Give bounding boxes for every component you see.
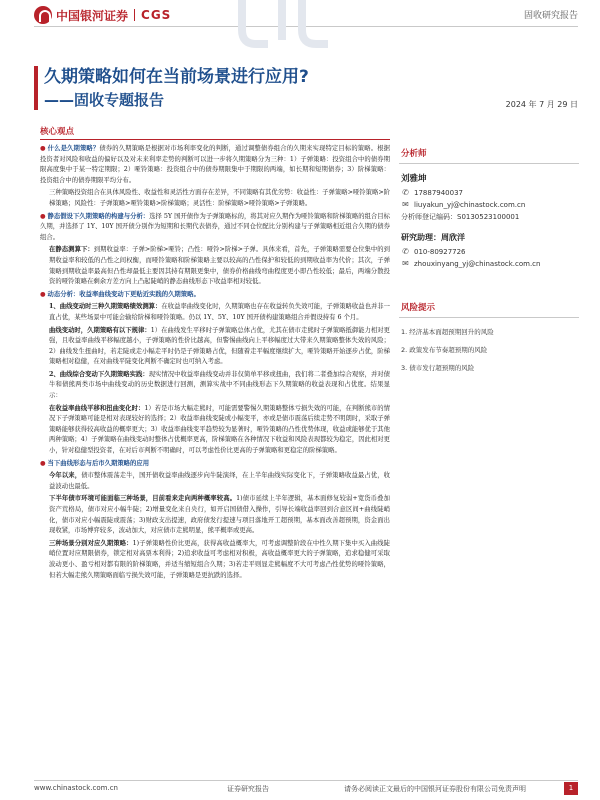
footer-divider <box>34 780 578 781</box>
logo-icon <box>34 6 52 24</box>
logo-text-en: CGS <box>141 8 172 22</box>
paragraph-text: 1）在曲线发生平移时子弹策略总体占优，尤其在债市走熊时子弹策略抵御能力相对更强，且收益率曲线平移幅度越小，子弹策略的性价比越高，但警惕曲线向上平移幅度过大带来久期策略整体失效的风险；2）曲线发生扭曲时，若走陡或走小幅走平时仍是子弹策略占优，但随着走平幅度继续扩大，哑铃策略开始逐步占优，阶梯策略相对稳健，在对曲线平陡变化判断不确定时也可纳入考虑。 <box>49 326 390 366</box>
footer-website[interactable]: www.chinastock.com.cn <box>34 784 118 792</box>
body-paragraph <box>40 539 390 581</box>
assistant-phone-text: 010-80927726 <box>414 247 466 256</box>
paragraph-lead: 三种场景分别对应久期策略： <box>49 539 133 547</box>
body-paragraph <box>40 290 390 301</box>
title-accent-bar <box>34 66 38 110</box>
paragraph-text: 债市整体震荡走牛，国开债收益率曲线逐步向牛陡演绎，在上半年曲线实际变化下，子弹策略收益最占优，收益波动也最低。 <box>49 472 390 490</box>
analyst-section-title: 分析师 <box>399 139 579 164</box>
paragraph-lead: 静态假设下久期策略的构建与分析： <box>47 212 150 220</box>
paragraph-lead: 今年以来， <box>49 472 82 480</box>
risk-item: 2. 政策发布节奏超预期的风险 <box>401 346 488 354</box>
report-title: 久期策略如何在当前场景进行应用? <box>44 67 309 87</box>
paragraph-text: 现实情况中收益率曲线变动并非仅简单平移或扭曲，我们将二者叠加综合观察，并对债牛和债熊两类市场中曲线变动的历史数据进行回测，测算实战中不同曲线形态下久期策略的收益表现和占优度。结果显示： <box>49 370 390 400</box>
paragraph-lead: 动态分析：收益率曲线变动下更贴近实践的久期策略。 <box>47 290 200 298</box>
bullet-icon: ● <box>40 459 46 467</box>
analyst-name: 刘雅坤 <box>401 174 427 184</box>
body-paragraph <box>40 370 390 402</box>
footer-disclaimer: 请务必阅读正文最后的中国银河证券股份有限公司免责声明 <box>344 785 526 793</box>
paragraph-text: 到期收益率：子弹>阶梯>哑铃；凸性：哑铃>阶梯>子弹。具体来看，首先，子弹策略需要仓位集中的到期收益率和较低的凸性之间权衡，而哑铃策略和阶梯策略主要以较高的凸性保护和较低的到期收益率为代价；其次，子弹策略到期收益率最高但凸性却最低主要因其持有期限更集中，债券价格曲线弯曲程度更小即凸性较低；最后，两端分散投资的哑铃策略在剩余方差方向上凸起陡峭的静态曲线形态下收益率相对较低。 <box>49 246 390 286</box>
page-number: 1 <box>564 782 578 795</box>
body-paragraph <box>40 471 390 492</box>
paragraph-lead: 曲线变动时，久期策略有以下规律： <box>49 326 151 334</box>
analyst-cert <box>401 212 579 222</box>
paragraph-text: 1）若是市场大幅走熊时，可能需要警惕久期策略整体亏损失效的可能，在判断熊市的情况下子弹策略可能是相对表现较好的选择；2）收益率曲线变陡或小幅变平，亦或是债市震荡后续走势不明朗时，采取子弹策略能够获得较高收益的概率更大；3）收益率曲线变平趋势较为显著时，哑铃策略的凸性优势体现，收益或能够优于其他两种策略；4）子弹策略在曲线变动时整体占优概率更高，阶梯策略在各种情况下收益和风险表现都较为稳定，因此相对更小，针对稳健型投资者，在对后市判断不明确时，可以考虑性价比更高的子弹策略和更稳定的阶梯策略。 <box>49 404 390 455</box>
paragraph-text: 债券的久期策略是根据对市场利率变化的判断，通过调整债券组合的久期来实现特定目标的策略。根据投资者对风险和收益的偏好以及对未来利率走势的判断可以进一步将久期策略分为三种：1）子弹策略：投资组合中的债券期限高度集中于某一特定期限；2）哑铃策略：投资组合中的债券期限集中于期限的两端，如长期和短期债券；3）阶梯策略：投资组合中的债券期限平均分布。 <box>40 145 390 184</box>
body-paragraph <box>40 144 390 186</box>
document-type: 固收研究报告 <box>523 11 578 21</box>
logo-text-cn: 中国银河证券 <box>56 8 129 23</box>
paragraph-lead: 在静态测算下： <box>49 246 94 254</box>
body-paragraph <box>40 326 390 368</box>
footer-center-label: 证券研究报告 <box>227 785 269 793</box>
paragraph-text: 三种策略投资组合在具体风险性、收益性和灵活性方面存在差异，不同策略有其优劣势：收益性：子弹策略>哑铃策略>阶梯策略；风险性：子弹策略>哑铃策略>阶梯策略；灵活性：阶梯策略>哑铃策略>子弹策略。 <box>49 189 390 207</box>
paragraph-lead: 什么是久期策略？ <box>47 145 100 152</box>
risk-item: 3. 债市发行超预期的风险 <box>401 364 475 372</box>
risk-section-title: 风险提示 <box>399 293 579 318</box>
body-paragraph <box>40 188 390 209</box>
paragraph-lead: 2、曲线综合变动下久期策略实践： <box>49 370 149 378</box>
bullet-icon: ● <box>40 290 46 298</box>
body-paragraph <box>40 459 390 470</box>
analyst-cert-text: 分析师登记编码：S0130523100001 <box>401 213 520 221</box>
watermark-graphic <box>232 0 332 48</box>
analyst-email-text[interactable]: liuyakun_yj@chinastock.com.cn <box>414 200 526 209</box>
main-content <box>40 139 390 772</box>
bullet-icon: ● <box>40 212 46 220</box>
paragraph-text: 选择 5Y 国开债作为子弹策略标的，将其对应久期作为哑铃策略和阶梯策略的组合目标久期，并选择了 1Y、10Y 国开债分别作为短期和长期代表债券，通过不同仓位配比分别构建与子弹策略相近组合久期的债券组合。 <box>40 212 390 241</box>
paragraph-lead: 当下曲线形态与后市久期策略的应用 <box>47 459 150 467</box>
body-paragraph <box>40 212 390 244</box>
phone-icon: ✆ <box>402 247 409 256</box>
email-icon: ✉ <box>402 200 409 209</box>
logo-divider <box>134 9 135 21</box>
body-paragraph <box>40 494 390 536</box>
analyst-phone <box>401 188 579 197</box>
assistant-phone <box>401 247 579 256</box>
report-subtitle: ——固收专题报告 <box>44 91 165 109</box>
paragraph-lead: 下半年债市环境可能面临三种场景，目前看来走向两种概率较高。 <box>49 495 237 503</box>
assistant-email <box>401 259 579 268</box>
paragraph-text: 在收益率曲线变化时，久期策略也存在收益转负失效可能，子弹策略收益也并非一直占优，某些场景中可能会输给阶梯和哑铃策略。仍以 1Y、5Y、10Y 国开债构建策略组合并假设持有 6 个月。 <box>49 303 390 321</box>
phone-icon: ✆ <box>402 188 409 197</box>
section-heading-core-views: 核心观点 <box>40 127 75 137</box>
paragraph-text: 1)子弹策略性价比更高，获得高收益概率大，可考虑调整阶段在中性久期下集中买入曲线陡峭位置对应期限债券，锁定相对高票本利得；2)追求收益可考虑相对积极，高收益概率更大的子弹策略，追求稳健可采取波动更小、盈亏相对都有限的阶梯策略，并适当缩短组合久期；3)若走平则显走熊幅度不大可考虑凸性优势的哑铃策略，但若大幅走熊久期策略面临亏损失效可能，子弹策略是更抗跌的选择。 <box>49 539 390 579</box>
bullet-icon: ● <box>40 145 46 152</box>
assistant-email-text[interactable]: zhouxinyang_yj@chinastock.com.cn <box>414 259 541 268</box>
body-paragraph <box>40 245 390 287</box>
analyst-phone-text: 17887940037 <box>414 188 463 197</box>
email-icon: ✉ <box>402 259 409 268</box>
body-paragraph <box>40 404 390 457</box>
body-paragraph <box>40 302 390 323</box>
risk-item: 1. 经济基本面超预期回升的风险 <box>401 328 494 336</box>
sidebar <box>399 139 579 372</box>
paragraph-text: 1)债市延续上半年逻辑，基本面修复较弱+宽货币叠加资产荒格局，债市对应小幅牛陡；2)增量变化来自央行，如开启国债借入操作，引导长端收益率回到合意区间+曲线陡峭化，债市对应小幅震陡或震荡；3)财政支出提速，政府债发行提速与项目落地开工超预期，基本面改善超预期，资金面出现收紧，市场博弈较多，波动加大，对应债市走熊明显，熊平概率或更高。 <box>49 495 390 535</box>
assistant-label: 研究助理：周欣洋 <box>401 233 465 242</box>
paragraph-lead: 1、曲线变动时三种久期策略绩效测算： <box>49 303 162 311</box>
report-date: 2024 年 7 月 29 日 <box>505 100 578 109</box>
paragraph-lead: 在收益率曲线平移和扭曲变化时： <box>49 404 145 412</box>
analyst-email <box>401 200 579 209</box>
company-logo <box>34 6 171 24</box>
